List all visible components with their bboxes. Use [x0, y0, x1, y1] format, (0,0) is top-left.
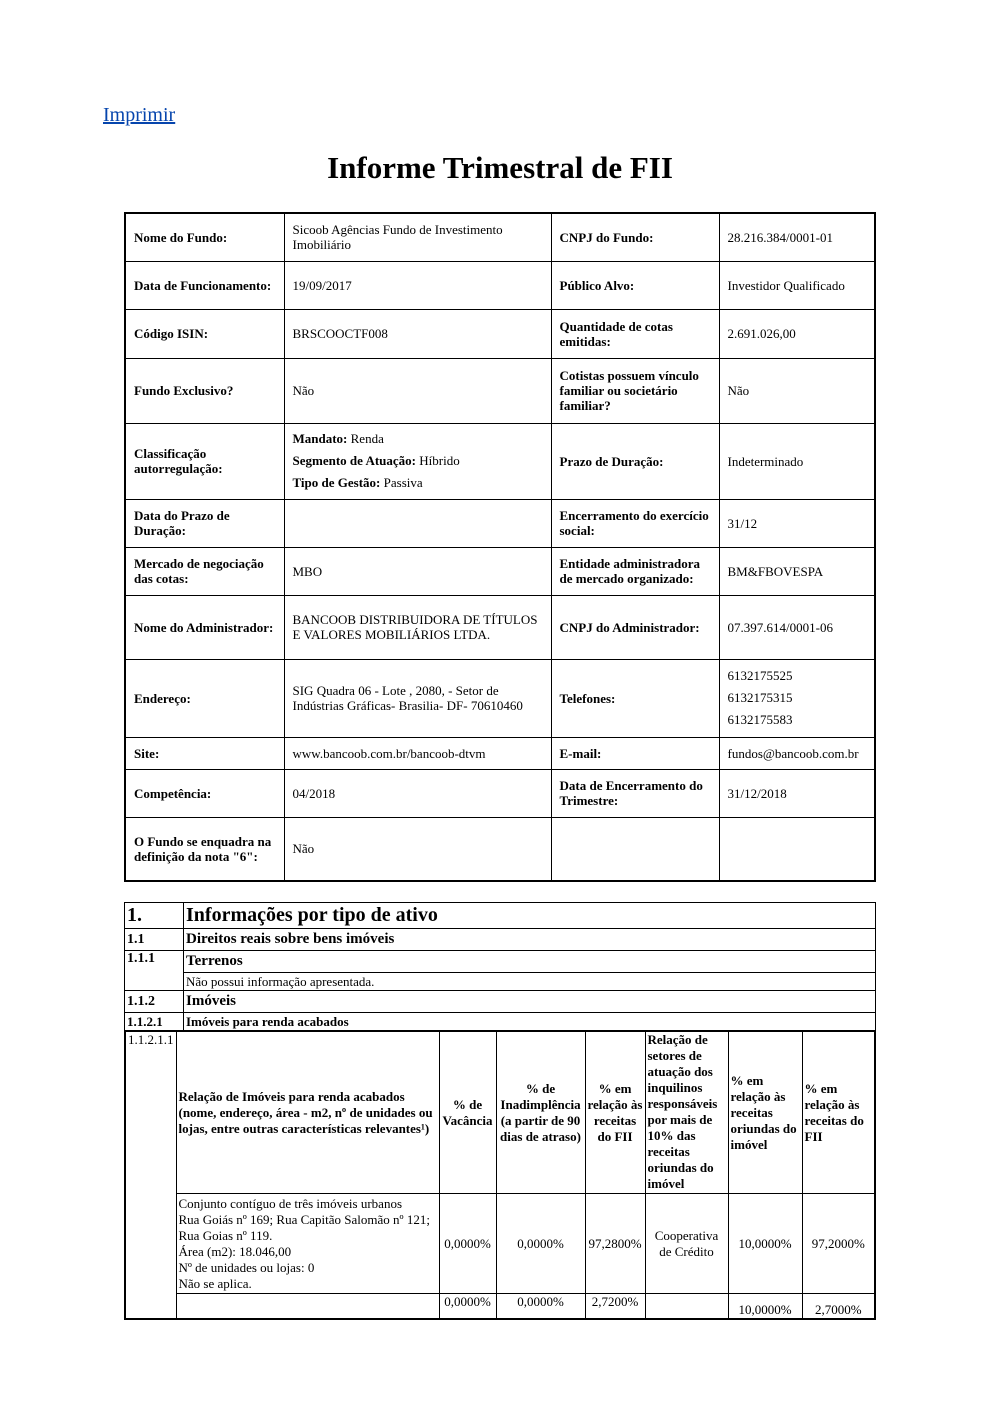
column-header: % de Inadimplência (a partir de 90 dias de atraso): [496, 1032, 585, 1194]
info-row: [125, 423, 875, 499]
description-line: Área (m2): 18.046,00: [178, 1243, 292, 1259]
cell-rec_fii: 97,2000%: [802, 1194, 875, 1294]
classificacao-line: [293, 474, 543, 492]
field-label: Cotistas possuem vínculo familiar ou societário familiar?: [551, 358, 719, 423]
field-value: [719, 817, 875, 881]
description-line: Não se aplica.: [178, 1275, 252, 1291]
cell-rec: 2,7200%: [585, 1294, 645, 1319]
asset-info-table: [124, 902, 876, 1320]
field-label: Público Alvo:: [551, 261, 719, 309]
section-title: Terrenos: [184, 951, 876, 973]
section-number: 1.1.1: [125, 951, 184, 991]
field-label: Encerramento do exercício social:: [551, 499, 719, 547]
phone-number: 6132175525: [727, 668, 793, 683]
cell-rec_fii: 2,7000%: [802, 1294, 875, 1319]
field-label: Nome do Fundo:: [125, 213, 284, 261]
property-description: [176, 1194, 439, 1294]
info-row: [125, 817, 875, 881]
field-value: BANCOOB DISTRIBUIDORA DE TÍTULOS E VALORES MOBILIÁRIOS LTDA.: [284, 595, 551, 659]
cell-rec_imovel: 10,0000%: [728, 1294, 802, 1319]
description-line: Rua Goiás nº 169; Rua Capitão Salomão nº 121; Rua Goias nº 119.: [178, 1211, 430, 1243]
property-description: [176, 1294, 439, 1319]
field-label: Classificação autorregulação:: [125, 423, 284, 499]
field-value: 07.397.614/0001-06: [719, 595, 875, 659]
description-line: Nº de unidades ou lojas: 0: [178, 1259, 315, 1275]
section-title: Direitos reais sobre bens imóveis: [184, 929, 876, 951]
imoveis-table: [125, 1031, 875, 1319]
info-row: [125, 659, 875, 737]
field-label: Entidade administradora de mercado organizado:: [551, 547, 719, 595]
field-value: Sicoob Agências Fundo de Investimento Imobiliário: [284, 213, 551, 261]
section-number: 1.: [125, 903, 184, 929]
table-row: [126, 1294, 875, 1319]
field-label: Data de Funcionamento:: [125, 261, 284, 309]
field-label: Mercado de negociação das cotas:: [125, 547, 284, 595]
section-title: Informações por tipo de ativo: [184, 903, 876, 929]
page-title: Informe Trimestral de FII: [327, 150, 673, 185]
classificacao-label: Mandato:: [292, 431, 348, 446]
cell-setor: Cooperativa de Crédito: [645, 1194, 728, 1294]
field-value: [284, 499, 551, 547]
field-value: Indeterminado: [719, 423, 875, 499]
field-value: www.bancoob.com.br/bancoob-dtvm: [284, 737, 551, 769]
field-value: 28.216.384/0001-01: [719, 213, 875, 261]
section-number: 1.1.2.1.1: [126, 1032, 177, 1319]
field-value: [284, 423, 551, 499]
phone-number: 6132175315: [727, 690, 793, 705]
column-header: % de Vacância: [439, 1032, 496, 1194]
field-value: Investidor Qualificado: [719, 261, 875, 309]
field-label: O Fundo se enquadra na definição da nota "6":: [125, 817, 284, 881]
field-label: Telefones:: [551, 659, 719, 737]
field-label: Quantidade de cotas emitidas:: [551, 309, 719, 358]
cell-inad: 0,0000%: [496, 1194, 585, 1294]
field-value: MBO: [284, 547, 551, 595]
cell-rec: 97,2800%: [585, 1194, 645, 1294]
field-label: Site:: [125, 737, 284, 769]
field-label: Data do Prazo de Duração:: [125, 499, 284, 547]
info-row: [125, 358, 875, 423]
classificacao-label: Segmento de Atuação:: [292, 453, 416, 468]
column-header: Relação de setores de atuação dos inquilinos responsáveis por mais de 10% das receitas oriundas do imóvel: [645, 1032, 728, 1194]
field-value: fundos@bancoob.com.br: [719, 737, 875, 769]
field-value: 19/09/2017: [284, 261, 551, 309]
classificacao-line: [293, 430, 543, 448]
info-row: [125, 261, 875, 309]
phone-number: 6132175583: [727, 712, 793, 727]
info-row: [125, 737, 875, 769]
cell-rec_imovel: 10,0000%: [728, 1194, 802, 1294]
field-value: [719, 659, 875, 737]
classificacao-label: Tipo de Gestão:: [292, 475, 381, 490]
column-header: Relação de Imóveis para renda acabados (nome, endereço, área - m2, nº de unidades ou lojas, entre outras características relevantes¹): [176, 1032, 439, 1194]
field-value: 2.691.026,00: [719, 309, 875, 358]
cell-vac: 0,0000%: [439, 1194, 496, 1294]
field-label: Prazo de Duração:: [551, 423, 719, 499]
cell-setor: [645, 1294, 728, 1319]
imoveis-header-row: [126, 1032, 875, 1194]
table-row: [126, 1194, 875, 1294]
section-number: 1.1.2.1: [125, 1013, 184, 1031]
field-label: Código ISIN:: [125, 309, 284, 358]
classificacao-value: Híbrido: [416, 453, 460, 468]
classificacao-line: [293, 452, 543, 470]
field-label: Nome do Administrador:: [125, 595, 284, 659]
info-row: [125, 547, 875, 595]
field-label: Competência:: [125, 769, 284, 817]
description-line: Conjunto contíguo de três imóveis urbanos: [178, 1195, 403, 1211]
info-row: [125, 769, 875, 817]
field-label: [551, 817, 719, 881]
no-info-note: Não possui informação apresentada.: [184, 973, 876, 991]
field-value: 31/12: [719, 499, 875, 547]
classificacao-value: Renda: [347, 431, 384, 446]
field-value: BM&FBOVESPA: [719, 547, 875, 595]
classificacao-value: Passiva: [380, 475, 423, 490]
field-label: Fundo Exclusivo?: [125, 358, 284, 423]
field-value: Não: [284, 358, 551, 423]
info-row: [125, 595, 875, 659]
field-value: 31/12/2018: [719, 769, 875, 817]
column-header: % em relação às receitas oriundas do imóvel: [728, 1032, 802, 1194]
section-number: 1.1.2: [125, 991, 184, 1013]
field-label: CNPJ do Administrador:: [551, 595, 719, 659]
section-title: Imóveis para renda acabados: [184, 1013, 876, 1031]
info-row: [125, 213, 875, 261]
cell-inad: 0,0000%: [496, 1294, 585, 1319]
field-value: BRSCOOCTF008: [284, 309, 551, 358]
field-label: E-mail:: [551, 737, 719, 769]
print-link[interactable]: Imprimir: [103, 104, 176, 126]
field-label: Data de Encerramento do Trimestre:: [551, 769, 719, 817]
info-row: [125, 499, 875, 547]
info-row: [125, 309, 875, 358]
column-header: % em relação às receitas do FII: [585, 1032, 645, 1194]
field-value: Não: [719, 358, 875, 423]
section-number: 1.1: [125, 929, 184, 951]
field-value: Não: [284, 817, 551, 881]
section-title: Imóveis: [184, 991, 876, 1013]
fund-info-table: [124, 212, 876, 882]
field-label: CNPJ do Fundo:: [551, 213, 719, 261]
field-value: 04/2018: [284, 769, 551, 817]
cell-vac: 0,0000%: [439, 1294, 496, 1319]
field-value: SIG Quadra 06 - Lote , 2080, - Setor de Indústrias Gráficas- Brasilia- DF- 70610460: [284, 659, 551, 737]
column-header: % em relação às receitas do FII: [802, 1032, 875, 1194]
field-label: Endereço:: [125, 659, 284, 737]
